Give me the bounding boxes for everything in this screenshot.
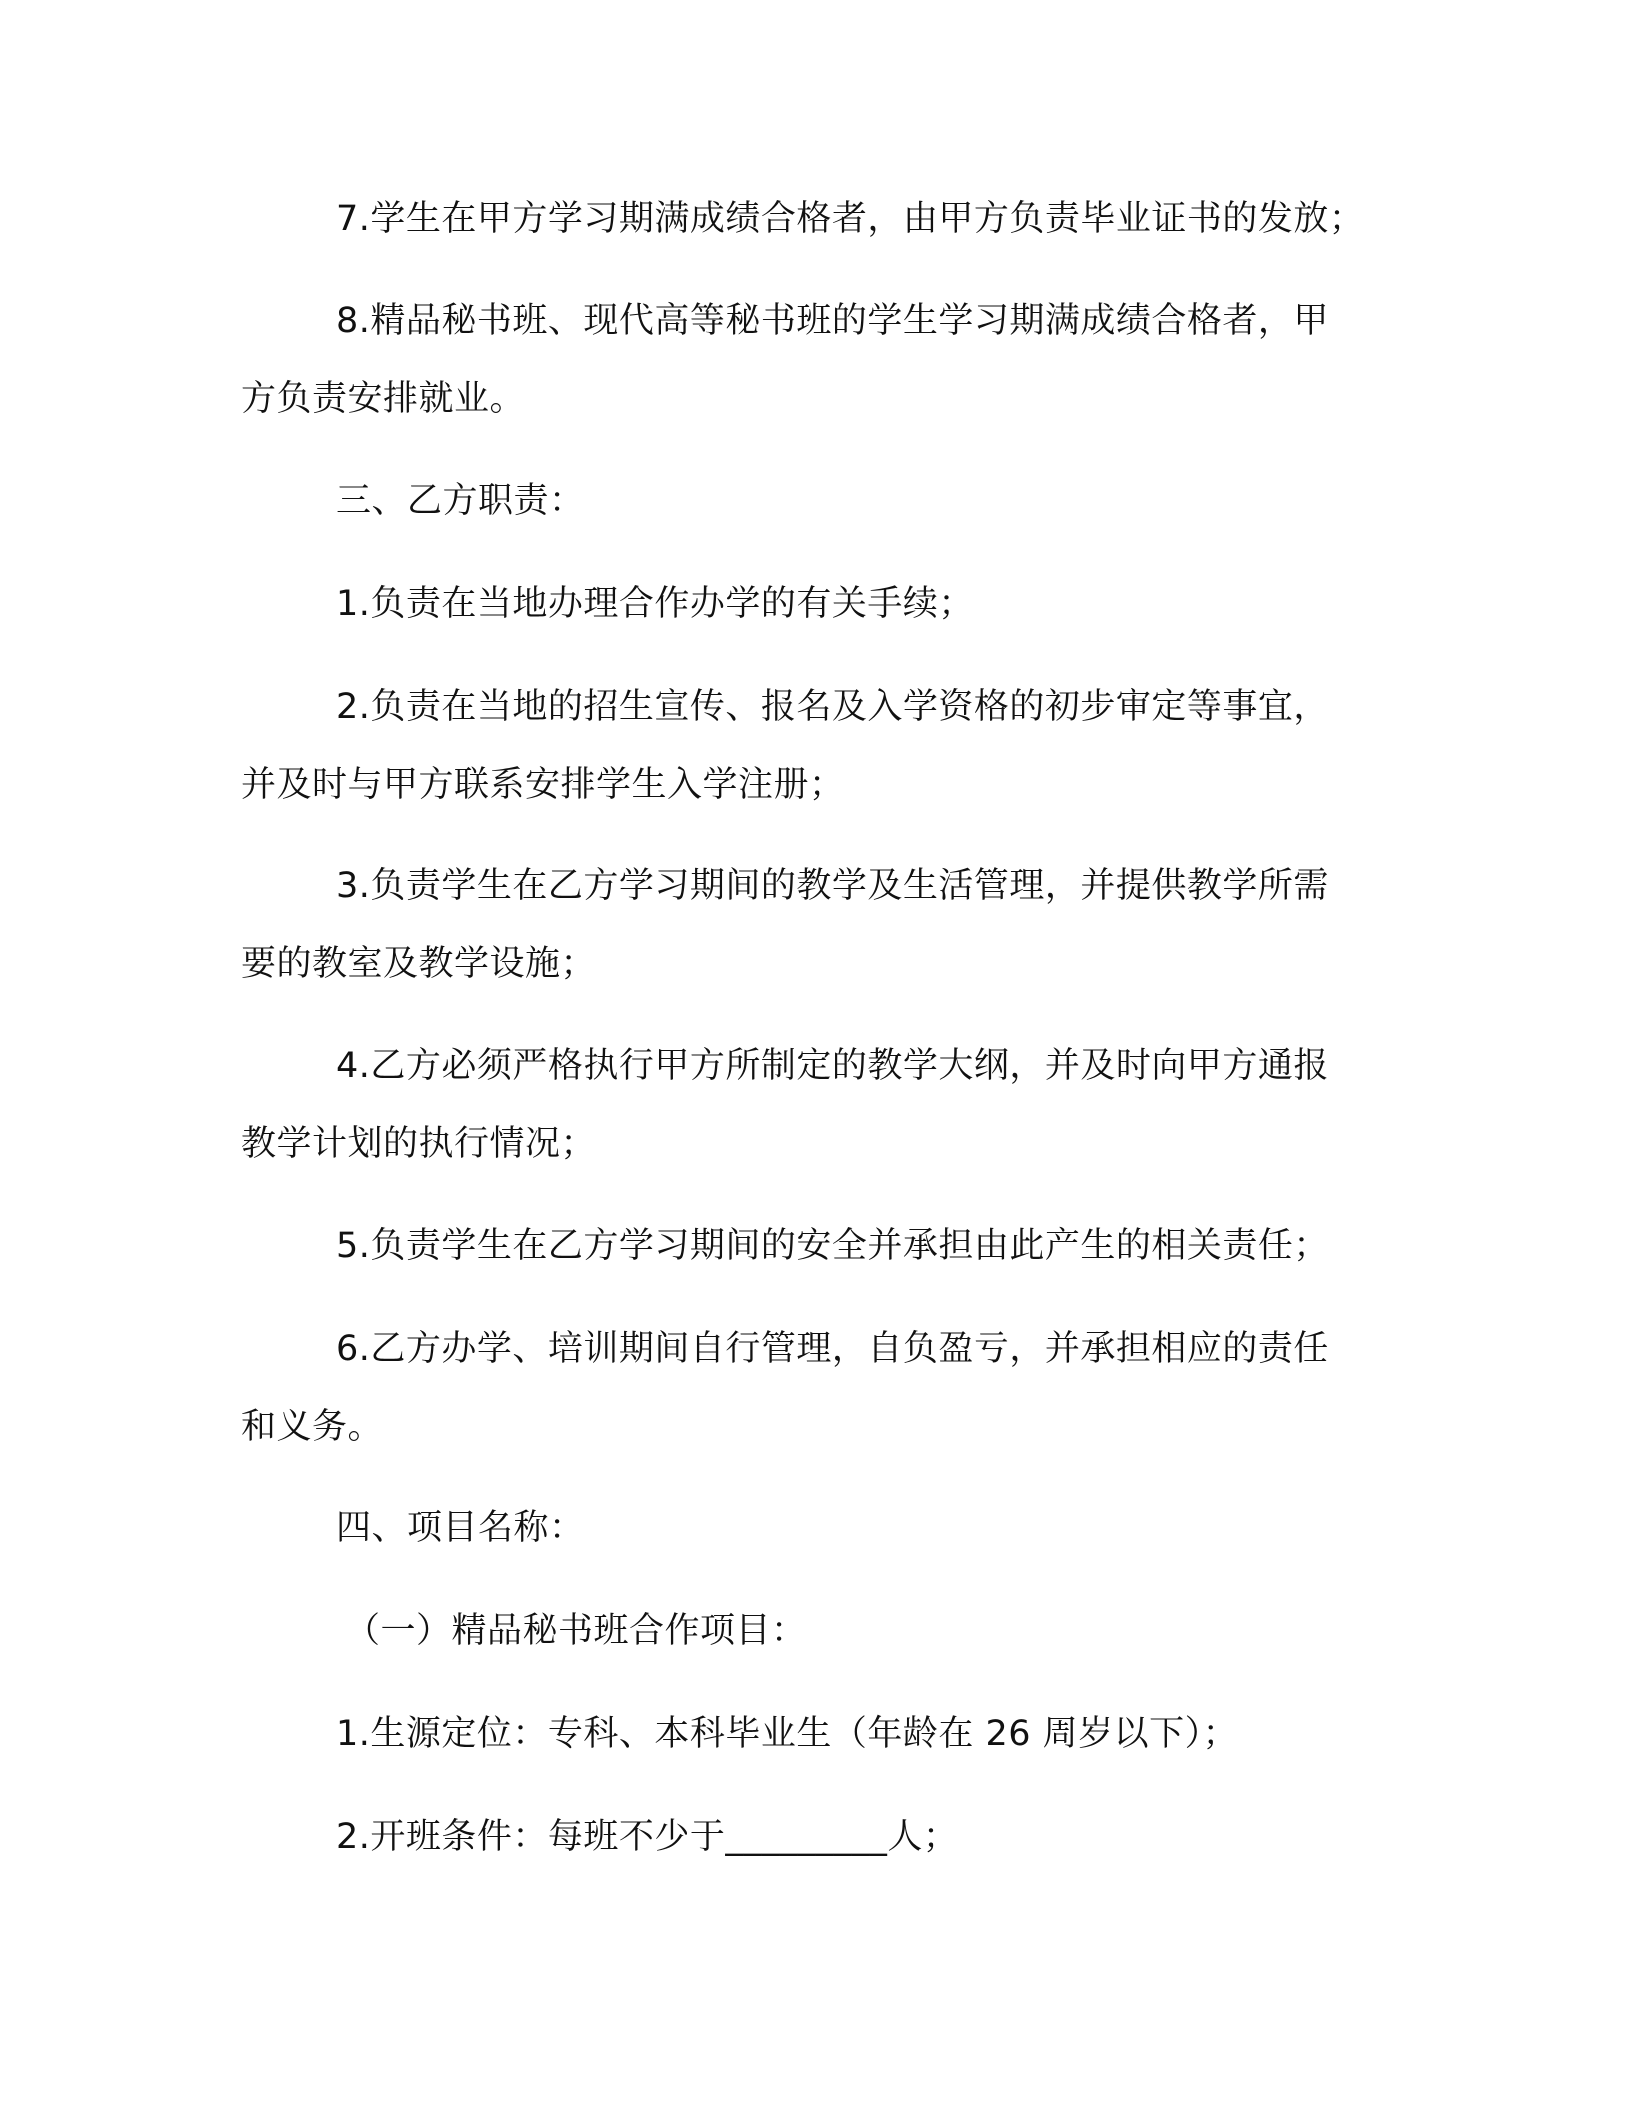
- paragraph-line: 和义务。: [241, 1407, 384, 1447]
- subsection-heading-secretary-class: [241, 1592, 1376, 1670]
- paragraph-line: 6.乙方办学、培训期间自行管理，自负盈亏，并承担相应的责任: [336, 1329, 1329, 1369]
- paragraph-line: 并及时与甲方联系安排学生入学注册；: [241, 765, 845, 805]
- paragraph-b3-management: [241, 847, 1376, 1003]
- paragraph-line: 3.负责学生在乙方学习期间的教学及生活管理，并提供教学所需: [336, 866, 1329, 906]
- section-heading: 四、项目名称：: [336, 1508, 585, 1548]
- paragraph-line: 1.生源定位：专科、本科毕业生（年龄在 26 周岁以下）；: [336, 1714, 1239, 1754]
- paragraph-b5-safety: [241, 1207, 1376, 1285]
- section-heading-party-b-duties: [241, 462, 1376, 540]
- section-heading-project-name: [241, 1489, 1376, 1567]
- paragraph-student-source: [241, 1695, 1376, 1773]
- paragraph-line: 7.学生在甲方学习期满成绩合格者，由甲方负责毕业证书的发放；: [336, 199, 1365, 239]
- paragraph-class-condition: [241, 1798, 1376, 1876]
- paragraph-b4-syllabus: [241, 1027, 1376, 1183]
- paragraph-line: 2.负责在当地的招生宣传、报名及入学资格的初步审定等事宜，: [336, 687, 1329, 727]
- paragraph-line: 要的教室及教学设施；: [241, 944, 597, 984]
- paragraph-line: 1.负责在当地办理合作办学的有关手续；: [336, 584, 974, 624]
- paragraph-line: 5.负责学生在乙方学习期间的安全并承担由此产生的相关责任；: [336, 1226, 1329, 1266]
- paragraph-b6-self-management: [241, 1310, 1376, 1466]
- paragraph-line: 2.开班条件：每班不少于_________人；: [336, 1817, 959, 1857]
- paragraph-7-graduation-cert: [241, 180, 1376, 258]
- subsection-heading: （一）精品秘书班合作项目：: [345, 1611, 807, 1651]
- paragraph-line: 教学计划的执行情况；: [241, 1124, 597, 1164]
- paragraph-b2-enrollment: [241, 668, 1376, 824]
- paragraph-8-employment: [241, 282, 1376, 438]
- paragraph-line: 8.精品秘书班、现代高等秘书班的学生学习期满成绩合格者，甲: [336, 301, 1329, 341]
- section-heading: 三、乙方职责：: [336, 481, 585, 521]
- paragraph-b1-procedures: [241, 565, 1376, 643]
- paragraph-line: 4.乙方必须严格执行甲方所制定的教学大纲，并及时向甲方通报: [336, 1046, 1329, 1086]
- paragraph-line: 方负责安排就业。: [241, 379, 526, 419]
